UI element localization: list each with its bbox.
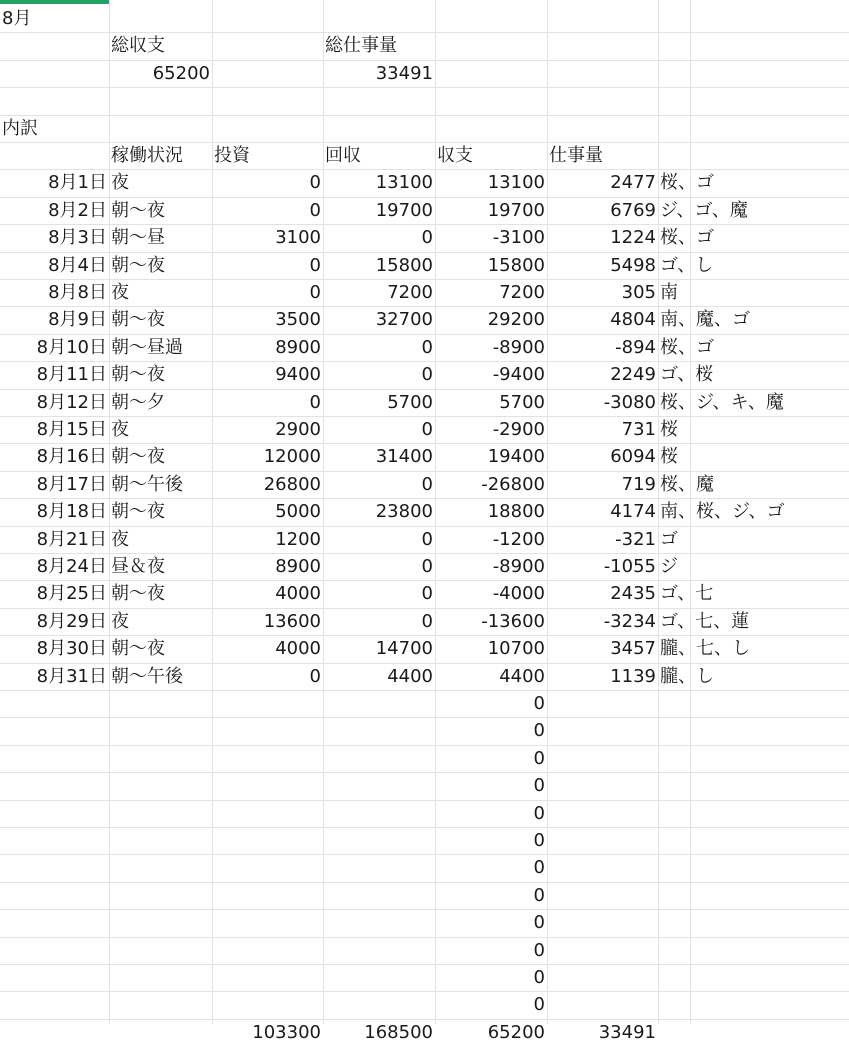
balance-cell[interactable]: 0 <box>533 693 545 714</box>
balance-cell[interactable]: 29200 <box>487 309 545 330</box>
column-header-cell[interactable]: 仕事量 <box>549 145 603 166</box>
recover-cell[interactable]: 13100 <box>375 172 433 193</box>
balance-cell[interactable]: 15800 <box>487 255 545 276</box>
notes-cell[interactable]: 桜、ジ、キ、魔 <box>660 392 784 413</box>
invest-total-cell[interactable]: 103300 <box>252 1022 321 1043</box>
work-cell[interactable]: 719 <box>621 474 656 495</box>
notes-cell[interactable]: ジ <box>660 556 678 577</box>
date-cell[interactable]: 8月3日 <box>48 227 107 248</box>
notes-cell[interactable]: 桜、魔 <box>660 474 714 495</box>
notes-cell[interactable]: ゴ、桜 <box>660 364 714 385</box>
balance-cell[interactable]: 13100 <box>487 172 545 193</box>
grid-row-line <box>0 991 849 992</box>
grid-row-line <box>0 854 849 855</box>
work-cell[interactable]: 1139 <box>610 666 656 687</box>
recover-cell[interactable]: 15800 <box>375 255 433 276</box>
notes-cell[interactable]: ジ、ゴ、魔 <box>660 200 748 221</box>
date-cell[interactable]: 8月29日 <box>36 611 107 632</box>
recover-cell[interactable]: 0 <box>421 227 433 248</box>
balance-cell[interactable]: -13600 <box>481 611 545 632</box>
grid-row-line <box>0 827 849 828</box>
work-cell[interactable]: 3457 <box>610 638 656 659</box>
total-work-label-cell[interactable]: 総仕事量 <box>325 35 397 56</box>
date-cell[interactable]: 8月2日 <box>48 200 107 221</box>
work-cell[interactable]: -3234 <box>603 611 656 632</box>
status-cell[interactable]: 朝〜夜 <box>111 255 165 276</box>
invest-cell[interactable]: 1200 <box>275 529 321 550</box>
grid-row-line <box>0 87 849 88</box>
status-cell[interactable]: 朝〜夜 <box>111 364 165 385</box>
balance-cell[interactable]: 0 <box>533 830 545 851</box>
work-cell[interactable]: 4174 <box>610 501 656 522</box>
date-cell[interactable]: 8月17日 <box>36 474 107 495</box>
balance-cell[interactable]: 0 <box>533 748 545 769</box>
recover-total-cell[interactable]: 168500 <box>364 1022 433 1043</box>
status-cell[interactable]: 朝〜夕 <box>111 392 165 413</box>
work-cell[interactable]: -1055 <box>603 556 656 577</box>
total-balance-label-cell[interactable]: 総収支 <box>111 35 165 56</box>
balance-cell[interactable]: 0 <box>533 967 545 988</box>
balance-cell[interactable]: 0 <box>533 720 545 741</box>
work-cell[interactable]: -894 <box>615 337 656 358</box>
invest-cell[interactable]: 0 <box>309 282 321 303</box>
grid-row-line <box>0 909 849 910</box>
cell-selection-indicator <box>0 0 110 4</box>
grid-row-line <box>0 115 849 116</box>
breakdown-label-cell[interactable]: 内訳 <box>2 118 38 139</box>
date-cell[interactable]: 8月10日 <box>36 337 107 358</box>
notes-cell[interactable]: 桜、ゴ <box>660 227 714 248</box>
recover-cell[interactable]: 14700 <box>375 638 433 659</box>
notes-cell[interactable]: 桜 <box>660 446 678 467</box>
recover-cell[interactable]: 0 <box>421 419 433 440</box>
work-cell[interactable]: 1224 <box>610 227 656 248</box>
balance-cell[interactable]: 0 <box>533 775 545 796</box>
recover-cell[interactable]: 0 <box>421 583 433 604</box>
date-cell[interactable]: 8月9日 <box>48 309 107 330</box>
invest-cell[interactable]: 12000 <box>263 446 321 467</box>
recover-cell[interactable]: 5700 <box>387 392 433 413</box>
grid-row-line <box>0 717 849 718</box>
status-cell[interactable]: 朝〜夜 <box>111 583 165 604</box>
status-cell[interactable]: 夜 <box>111 529 129 550</box>
recover-cell[interactable]: 0 <box>421 611 433 632</box>
notes-cell[interactable]: 朧、し <box>660 666 714 687</box>
notes-cell[interactable]: 南 <box>660 282 678 303</box>
date-cell[interactable]: 8月25日 <box>36 583 107 604</box>
invest-cell[interactable]: 4000 <box>275 583 321 604</box>
balance-cell[interactable]: 4400 <box>499 666 545 687</box>
status-cell[interactable]: 朝〜夜 <box>111 638 165 659</box>
invest-cell[interactable]: 3500 <box>275 309 321 330</box>
work-cell[interactable]: 4804 <box>610 309 656 330</box>
balance-cell[interactable]: 7200 <box>499 282 545 303</box>
recover-cell[interactable]: 0 <box>421 337 433 358</box>
recover-cell[interactable]: 23800 <box>375 501 433 522</box>
notes-cell[interactable]: 桜、ゴ <box>660 337 714 358</box>
invest-cell[interactable]: 8900 <box>275 337 321 358</box>
notes-cell[interactable]: 桜 <box>660 419 678 440</box>
date-cell[interactable]: 8月16日 <box>36 446 107 467</box>
invest-cell[interactable]: 0 <box>309 172 321 193</box>
balance-cell[interactable]: 0 <box>533 857 545 878</box>
invest-cell[interactable]: 5000 <box>275 501 321 522</box>
status-cell[interactable]: 朝〜午後 <box>111 666 183 687</box>
invest-cell[interactable]: 26800 <box>263 474 321 495</box>
invest-cell[interactable]: 3100 <box>275 227 321 248</box>
work-cell[interactable]: 6094 <box>610 446 656 467</box>
balance-cell[interactable]: -3100 <box>492 227 545 248</box>
balance-cell[interactable]: 19700 <box>487 200 545 221</box>
balance-cell[interactable]: -9400 <box>492 364 545 385</box>
total-work-value-cell[interactable]: 33491 <box>375 63 433 84</box>
balance-total-cell[interactable]: 65200 <box>487 1022 545 1043</box>
total-balance-value-cell[interactable]: 65200 <box>152 63 210 84</box>
grid-row-line <box>0 964 849 965</box>
balance-cell[interactable]: 19400 <box>487 446 545 467</box>
column-header-cell[interactable]: 回収 <box>325 145 361 166</box>
work-cell[interactable]: 305 <box>621 282 656 303</box>
balance-cell[interactable]: -2900 <box>492 419 545 440</box>
work-cell[interactable]: -321 <box>615 529 656 550</box>
grid-row-line <box>0 882 849 883</box>
notes-cell[interactable]: ゴ、し <box>660 255 714 276</box>
work-cell[interactable]: 6769 <box>610 200 656 221</box>
work-cell[interactable]: 2477 <box>610 172 656 193</box>
status-cell[interactable]: 昼＆夜 <box>111 556 165 577</box>
status-cell[interactable]: 朝〜昼過 <box>111 337 183 358</box>
date-cell[interactable]: 8月31日 <box>36 666 107 687</box>
recover-cell[interactable]: 0 <box>421 364 433 385</box>
status-cell[interactable]: 朝〜午後 <box>111 474 183 495</box>
recover-cell[interactable]: 32700 <box>375 309 433 330</box>
column-header-cell[interactable]: 稼働状況 <box>111 145 183 166</box>
grid-row-line <box>0 937 849 938</box>
notes-cell[interactable]: ゴ、七 <box>660 583 714 604</box>
notes-cell[interactable]: 南、魔、ゴ <box>660 309 750 330</box>
work-cell[interactable]: -3080 <box>603 392 656 413</box>
date-cell[interactable]: 8月11日 <box>36 364 107 385</box>
work-cell[interactable]: 5498 <box>610 255 656 276</box>
work-cell[interactable]: 2249 <box>610 364 656 385</box>
invest-cell[interactable]: 0 <box>309 255 321 276</box>
status-cell[interactable]: 夜 <box>111 282 129 303</box>
balance-cell[interactable]: 18800 <box>487 501 545 522</box>
notes-cell[interactable]: 南、桜、ジ、ゴ <box>660 501 785 522</box>
status-cell[interactable]: 朝〜夜 <box>111 501 165 522</box>
grid-row-line <box>0 800 849 801</box>
date-cell[interactable]: 8月8日 <box>48 282 107 303</box>
recover-cell[interactable]: 4400 <box>387 666 433 687</box>
status-cell[interactable]: 朝〜昼 <box>111 227 165 248</box>
notes-cell[interactable]: 桜、ゴ <box>660 172 714 193</box>
balance-cell[interactable]: 10700 <box>487 638 545 659</box>
balance-cell[interactable]: -26800 <box>481 474 545 495</box>
balance-cell[interactable]: -1200 <box>492 529 545 550</box>
grid-row-line <box>0 690 849 691</box>
date-cell[interactable]: 8月30日 <box>36 638 107 659</box>
work-total-cell[interactable]: 33491 <box>598 1022 656 1043</box>
status-cell[interactable]: 朝〜夜 <box>111 200 165 221</box>
balance-cell[interactable]: 0 <box>533 803 545 824</box>
notes-cell[interactable]: ゴ、七、蓮 <box>660 611 750 632</box>
work-cell[interactable]: 731 <box>621 419 656 440</box>
balance-cell[interactable]: 0 <box>533 940 545 961</box>
status-cell[interactable]: 朝〜夜 <box>111 446 165 467</box>
balance-cell[interactable]: 5700 <box>499 392 545 413</box>
balance-cell[interactable]: 0 <box>533 994 545 1015</box>
date-cell[interactable]: 8月1日 <box>48 172 107 193</box>
column-header-cell[interactable]: 投資 <box>214 145 250 166</box>
date-cell[interactable]: 8月18日 <box>36 501 107 522</box>
balance-cell[interactable]: -8900 <box>492 556 545 577</box>
grid-row-line <box>0 772 849 773</box>
work-cell[interactable]: 2435 <box>610 583 656 604</box>
recover-cell[interactable]: 7200 <box>387 282 433 303</box>
balance-cell[interactable]: -8900 <box>492 337 545 358</box>
notes-cell[interactable]: ゴ <box>660 529 678 550</box>
invest-cell[interactable]: 9400 <box>275 364 321 385</box>
recover-cell[interactable]: 31400 <box>375 446 433 467</box>
invest-cell[interactable]: 0 <box>309 392 321 413</box>
status-cell[interactable]: 夜 <box>111 419 129 440</box>
date-cell[interactable]: 8月21日 <box>36 529 107 550</box>
invest-cell[interactable]: 13600 <box>263 611 321 632</box>
column-header-cell[interactable]: 収支 <box>437 145 473 166</box>
date-cell[interactable]: 8月24日 <box>36 556 107 577</box>
sheet-title-cell[interactable]: 8月 <box>2 8 32 29</box>
date-cell[interactable]: 8月4日 <box>48 255 107 276</box>
date-cell[interactable]: 8月15日 <box>36 419 107 440</box>
balance-cell[interactable]: 0 <box>533 885 545 906</box>
recover-cell[interactable]: 19700 <box>375 200 433 221</box>
recover-cell[interactable]: 0 <box>421 474 433 495</box>
invest-cell[interactable]: 0 <box>309 666 321 687</box>
recover-cell[interactable]: 0 <box>421 529 433 550</box>
invest-cell[interactable]: 2900 <box>275 419 321 440</box>
invest-cell[interactable]: 0 <box>309 200 321 221</box>
grid-row-line <box>0 745 849 746</box>
status-cell[interactable]: 夜 <box>111 172 129 193</box>
notes-cell[interactable]: 朧、七、し <box>660 638 750 659</box>
status-cell[interactable]: 朝〜夜 <box>111 309 165 330</box>
invest-cell[interactable]: 8900 <box>275 556 321 577</box>
date-cell[interactable]: 8月12日 <box>36 392 107 413</box>
status-cell[interactable]: 夜 <box>111 611 129 632</box>
balance-cell[interactable]: 0 <box>533 912 545 933</box>
balance-cell[interactable]: -4000 <box>492 583 545 604</box>
invest-cell[interactable]: 4000 <box>275 638 321 659</box>
recover-cell[interactable]: 0 <box>421 556 433 577</box>
